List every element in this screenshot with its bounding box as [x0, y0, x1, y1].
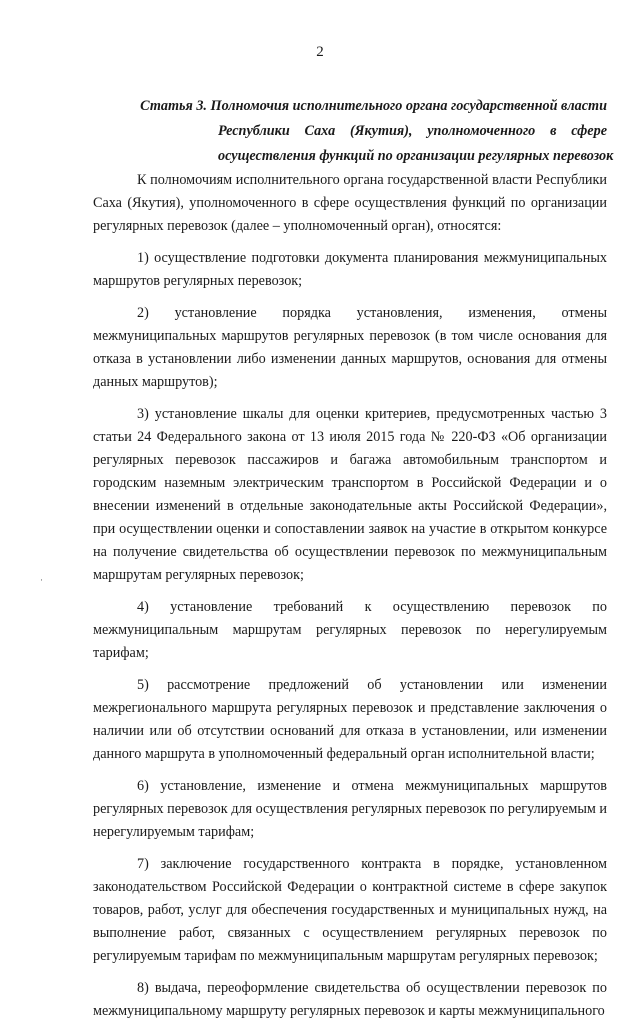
article-heading-line-3: осуществления функций по организации регулярных перевозок	[218, 148, 614, 164]
scan-speck: ·	[40, 575, 43, 585]
paragraph-item-1: 1) осуществление подготовки документа планирования межмуниципальных маршрутов регулярных перевозок;	[93, 250, 607, 289]
paragraph-item-6: 6) установление, изменение и отмена межмуниципальных маршрутов регулярных перевозок для осуществления регулярных перевозок по регулируемым и нерегулируемым тарифам;	[93, 778, 607, 840]
paragraph-item-5: 5) рассмотрение предложений об установлении или изменении межрегионального маршрута регулярных перевозок и представление заключения о наличии или об отсутствии оснований для отказа в установлении, или изменении данного маршрута в уполномоченный федеральный орган исполнительной власти;	[93, 677, 607, 762]
article-heading-line-1: Статья 3. Полномочия исполнительного органа государственной власти	[140, 98, 607, 114]
article-heading-line-2: Республики Саха (Якутия), уполномоченного в сфере	[218, 123, 607, 139]
paragraph-item-4: 4) установление требований к осуществлению перевозок по межмуниципальным маршрутам регулярных перевозок по нерегулируемым тарифам;	[93, 599, 607, 661]
article-body	[93, 169, 607, 1023]
paragraph-item-7: 7) заключение государственного контракта в порядке, установленном законодательством Российской Федерации о контрактной системе в сфере закупок товаров, работ, услуг для обеспечения государственных и муниципальных нужд, на выполнение работ, связанных с осуществлением регулярных перевозок по регулируемым тарифам по межмуниципальным маршрутам регулярных перевозок;	[93, 856, 607, 964]
paragraph-intro: К полномочиям исполнительного органа государственной власти Республики Саха (Якутия), уполномоченного в сфере осуществления функций по организации регулярных перевозок (далее – уполномоченный орган), относятся:	[93, 172, 607, 234]
paragraph-item-2: 2) установление порядка установления, изменения, отмены межмуниципальных маршрутов регулярных перевозок (в том числе основания для отказа в установлении либо изменении данных маршрутов, основания для отмены данных маршрутов);	[93, 305, 607, 390]
paragraph-item-8: 8) выдача, переоформление свидетельства об осуществлении перевозок по межмуниципальному маршруту регулярных перевозок и карты межмуниципального	[93, 980, 607, 1019]
article-heading	[92, 94, 614, 169]
paragraph-item-3: 3) установление шкалы для оценки критериев, предусмотренных частью 3 статьи 24 Федерального закона от 13 июля 2015 года № 220-ФЗ «Об организации регулярных перевозок пассажиров и багажа автомобильным транспортом и городским наземным электрическим транспортом в Российской Федерации и о внесении изменений в отдельные законодательные акты Российской Федерации», при осуществлении оценки и сопоставлении заявок на участие в открытом конкурсе на получение свидетельства об осуществлении перевозок по межмуниципальным маршрутам регулярных перевозок;	[93, 406, 607, 583]
page-number: 2	[316, 44, 324, 60]
